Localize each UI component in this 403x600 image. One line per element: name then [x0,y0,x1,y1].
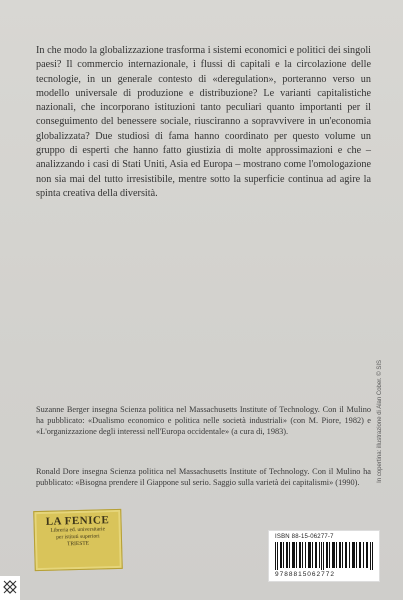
sticker-brand: LA FENICE [45,514,110,528]
barcode-icon [275,542,373,570]
isbn-text: ISBN 88-15-06277-7 [275,534,334,540]
sticker-line: per istituti superiori [56,533,100,541]
author-bio-dore: Ronald Dore insegna Scienza politica nel Massachusetts Institute of Technology. Con il Mulino ha pubblicato: «Bisogna prendere il Giappone sul serio. Saggio sulla varietà dei capitalismi» (1990). [36,467,371,488]
barcode-label [268,530,380,582]
blurb-text: In che modo la globalizzazione trasforma i sistemi economici e politici dei singoli paesi? Il commercio internazionale, i flussi di capitali e la circolazione delle tecnologie, in un generale contesto di «deregulation», porteranno verso un modello universale di produzione e distribuzione? Le varianti capitalistiche nazionali, che incorporano istituzioni tanto peculiari quanto importanti per il conseguimento del benessere sociale, riusciranno a sopravvivere in un'economia globalizzata? Due studiosi di fama hanno coordinato per questo volume un gruppo di esperti che hanno fatto giustizia di molte approssimazioni e che – analizzando i casi di Stati Uniti, Asia ed Europa – mostrano come l'omologazione non sia mai del tutto irresistibile, mentre sotto la superficie continua ad agire la spinta creativa della diversità. [36,45,371,199]
bookstore-sticker [33,509,123,571]
barcode-number: 9788815062772 [275,571,335,578]
publisher-logo [0,576,20,600]
windmill-logo-icon [2,579,18,597]
author-bio-berger: Suzanne Berger insegna Scienza politica nel Massachusetts Institute of Technology. Con il Mulino ha pubblicato: «Dualismo economico e politica nelle società industriali» (con M. Piore, 1982) e «L'organizzazione degli interessi nell'Europa occidentale» (a cura di, 1983). [36,405,371,437]
sticker-line: TRIESTE [67,540,90,548]
sticker-line: Libreria ed. universitarie [50,526,106,534]
cover-illustration-credit: In copertina: illustrazione di Alan Cober. © SIS [377,360,383,483]
